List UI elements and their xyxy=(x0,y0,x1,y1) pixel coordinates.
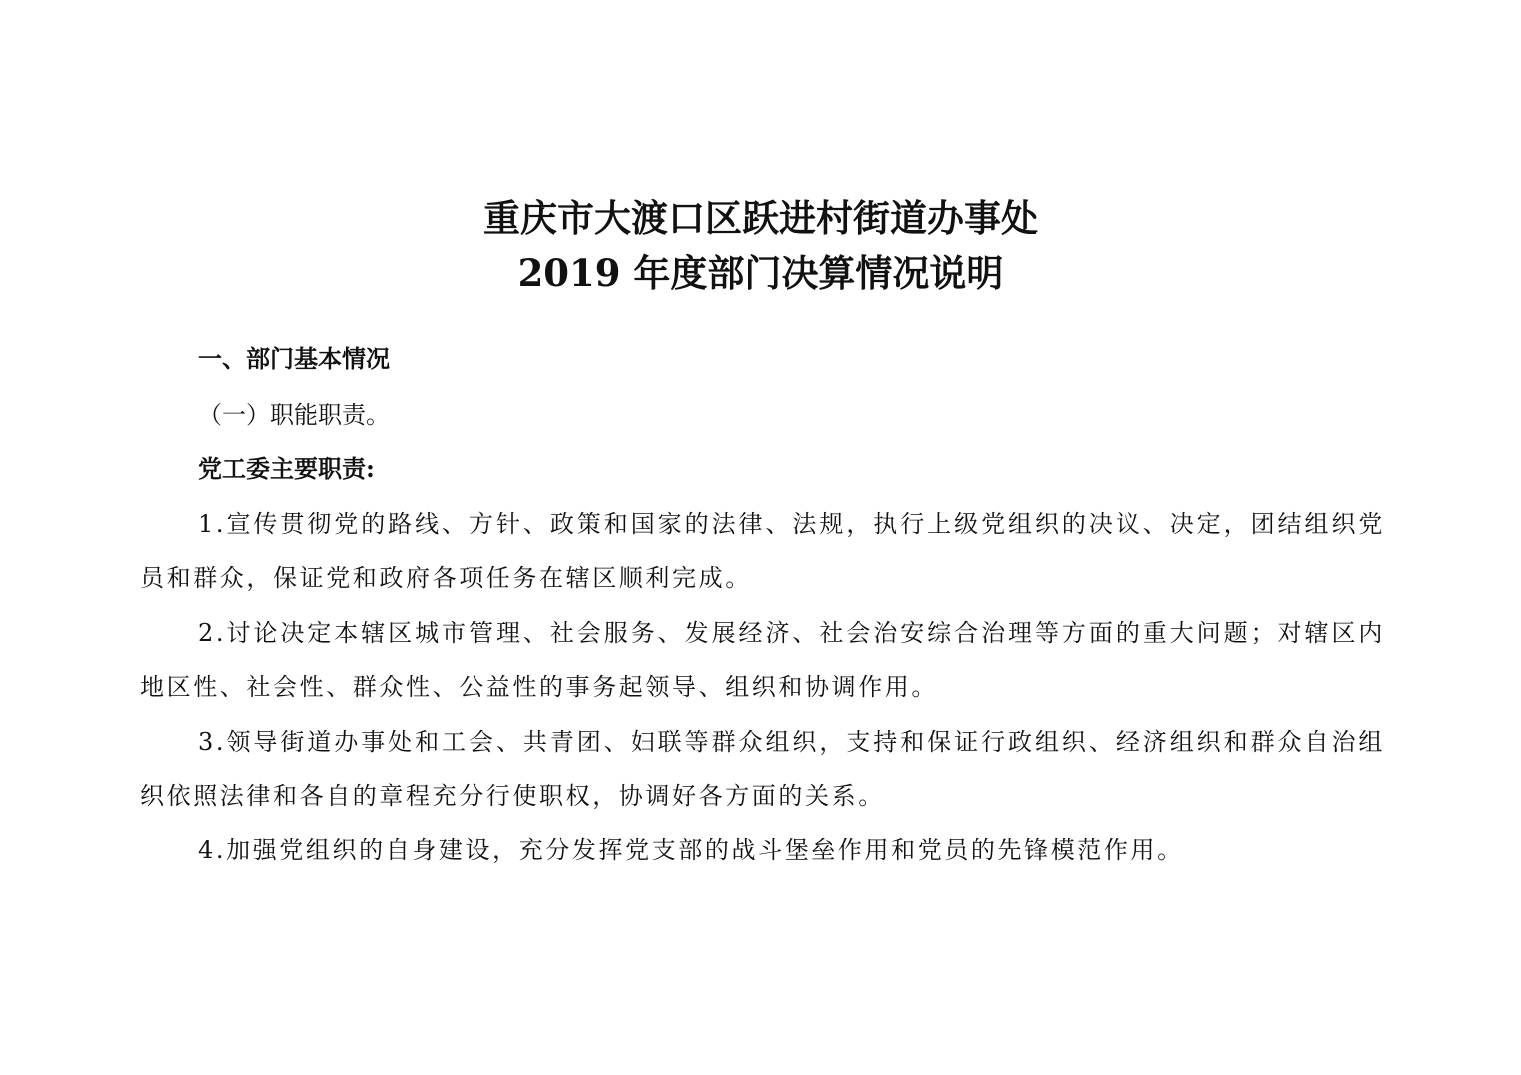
section-heading: 一、部门基本情况 xyxy=(198,344,390,373)
document-title-line-2: 2019 年度部门决算情况说明 xyxy=(517,251,1004,295)
duty-paragraph-1: 1.宣传贯彻党的路线、方针、政策和国家的法律、法规，执行上级党组织的决议、决定，团结组织党员和群众，保证党和政府各项任务在辖区顺利完成。 xyxy=(140,510,1385,592)
subsection-heading: （一）职能职责。 xyxy=(198,401,390,429)
duty-paragraph-4: 4.加强党组织的自身建设，充分发挥党支部的战斗堡垒作用和党员的先锋模范作用。 xyxy=(198,836,1184,864)
duty-paragraph-2: 2.讨论决定本辖区城市管理、社会服务、发展经济、社会治安综合治理等方面的重大问题；对辖区内地区性、社会性、群众性、公益性的事务起领导、组织和协调作用。 xyxy=(140,619,1385,701)
party-duties-heading: 党工委主要职责: xyxy=(198,454,375,483)
duty-paragraph-3: 3.领导街道办事处和工会、共青团、妇联等群众组织，支持和保证行政组织、经济组织和群众自治组织依照法律和各自的章程充分行使职权，协调好各方面的关系。 xyxy=(140,728,1385,810)
document-title-line-1: 重庆市大渡口区跃进村街道办事处 xyxy=(483,196,1038,240)
